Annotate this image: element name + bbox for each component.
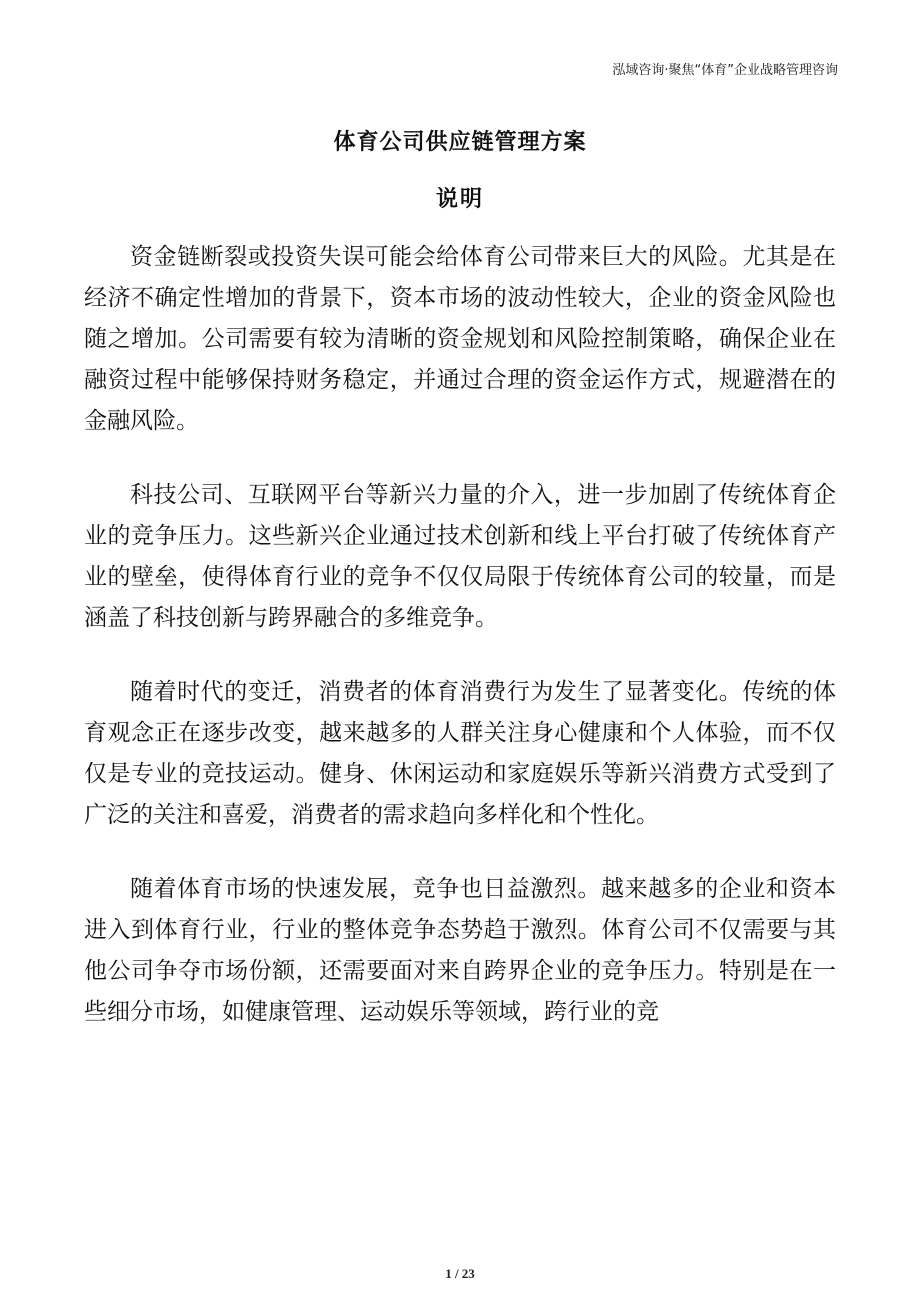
page-number: 1 / 23: [445, 1266, 475, 1281]
document-body: [84, 237, 836, 1066]
paragraph-4: 随着体育市场的快速发展，竞争也日益激烈。越来越多的企业和资本进入到体育行业，行业的整体竞争态势趋于激烈。体育公司不仅需要与其他公司争夺市场份额，还需要面对来自跨界企业的竞争压力。特别是在一些细分市场，如健康管理、运动娱乐等领域，跨行业的竞: [84, 876, 836, 1025]
page-header: 泓域咨询·聚焦“体育”企业战略管理咨询: [612, 63, 838, 78]
paragraph-3: 随着时代的变迁，消费者的体育消费行为发生了显著变化。传统的体育观念正在逐步改变，越来越多的人群关注身心健康和个人体验，而不仅仅是专业的竞技运动。健身、休闲运动和家庭娱乐等新兴消费方式受到了广泛的关注和喜爱，消费者的需求趋向多样化和个性化。: [84, 679, 836, 828]
document-subtitle: 说明: [435, 187, 484, 212]
paragraph-2: 科技公司、互联网平台等新兴力量的介入，进一步加剧了传统体育企业的竞争压力。这些新兴企业通过技术创新和线上平台打破了传统体育产业的壁垒，使得体育行业的竞争不仅仅局限于传统体育公司的较量，而是涵盖了科技创新与跨界融合的多维竞争。: [84, 482, 836, 631]
document-title: 体育公司供应链管理方案: [333, 130, 587, 155]
paragraph-1: 资金链断裂或投资失误可能会给体育公司带来巨大的风险。尤其是在经济不确定性增加的背景下，资本市场的波动性较大，企业的资金风险也随之增加。公司需要有较为清晰的资金规划和风险控制策略，确保企业在融资过程中能够保持财务稳定，并通过合理的资金运作方式，规避潜在的金融风险。: [84, 244, 836, 434]
